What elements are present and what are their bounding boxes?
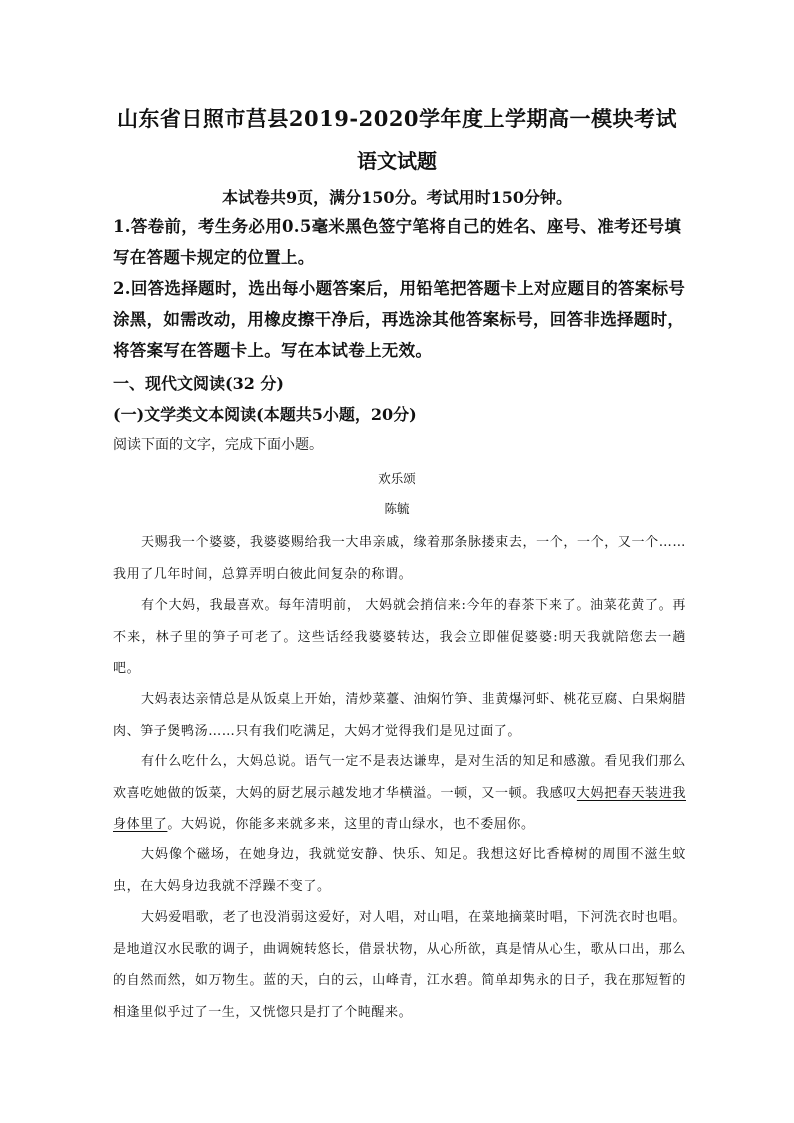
reading-prompt: 阅读下面的文字，完成下面小题。: [113, 437, 323, 453]
instruction-1: 1.答卷前，考生务必用0.5毫米黑色签宁笔将自己的姓名、座号、准考还号填写在答题卡规定的位置上。: [113, 217, 682, 267]
paragraph-text: 有什么吃什么，大妈总说。语气一定不是表达谦卑，是对生活的知足和感激。看见我们那么欢喜吃她做的饭菜，大妈的厨艺展示越发地才华横溢。一顿，又一顿。我感叹: [113, 754, 686, 801]
essay-author: 陈毓: [384, 501, 410, 516]
paragraph-text: 。大妈说，你能多来就多来，这里的青山绿水，也不委屈你。: [167, 817, 535, 832]
essay-paragraph: 大妈爱唱歌，老了也没消弱这爱好，对人唱，对山唱，在菜地摘菜时唱，下河洗衣时也唱。是地道汉水民歌的调子，曲调婉转悠长，借景状物，从心所欲，真是情从心生，歌从口出，那么的自然而然，如万物生。蓝的天，白的云，山峰青，江水碧。简单却隽永的日子，我在那短暂的相逢里似乎过了一生，又恍惚只是打了个盹醒来。: [113, 910, 686, 1020]
underlined-phrase: 大妈把春: [576, 785, 632, 801]
essay-paragraph: [113, 746, 686, 841]
essay-paragraph: 有个大妈，我最喜欢。每年清明前， 大妈就会捎信来:今年的春茶下来了。油菜花黄了。再不来，林子里的笋子可老了。这些话经我婆婆转达，我会立即催促婆婆:明天我就陪您去一趟吧。: [113, 598, 686, 676]
subsection-heading: (一)文学类文本阅读(本题共5小题，20分): [113, 405, 417, 424]
underlined-phrase: 天装进我身体里了: [113, 785, 686, 832]
page-subtitle: 语文试题: [357, 149, 437, 173]
instruction-2: 2.回答选择题时，选出每小题答案后，用铅笔把答题卡上对应题目的答案标号涂黑，如需改动，用橡皮擦干净后，再选涂其他答案标号，回答非选择题时，将答案写在答题卡上。写在本试卷上无效。: [113, 279, 686, 360]
essay-paragraph: 天赐我一个婆婆，我婆婆赐给我一大串亲戚，缘着那条脉搂束去，一个，一个，又一个……我用了几年时间，总算弄明白彼此间复杂的称谓。: [113, 535, 686, 582]
exam-meta: 本试卷共9页，满分150分。考试用时150分钟。: [222, 188, 572, 207]
page-title: 山东省日照市莒县2019-2020学年度上学期高一模块考试: [116, 106, 678, 131]
essay-paragraph: 大妈像个磁场，在她身边，我就觉安静、快乐、知足。我想这好比香樟树的周围不滋生蚊虫，在大妈身边我就不浮躁不变了。: [113, 847, 686, 894]
section-heading: 一、现代文阅读(32 分): [113, 374, 284, 393]
essay-paragraph: 大妈表达亲情总是从饭桌上开始，清炒菜薹、油焖竹笋、韭黄爆河虾、桃花豆腐、白果焖腊肉、笋子煲鸭汤……只有我们吃满足，大妈才觉得我们是见过面了。: [113, 692, 686, 739]
essay-title: 欢乐颂: [378, 471, 416, 486]
